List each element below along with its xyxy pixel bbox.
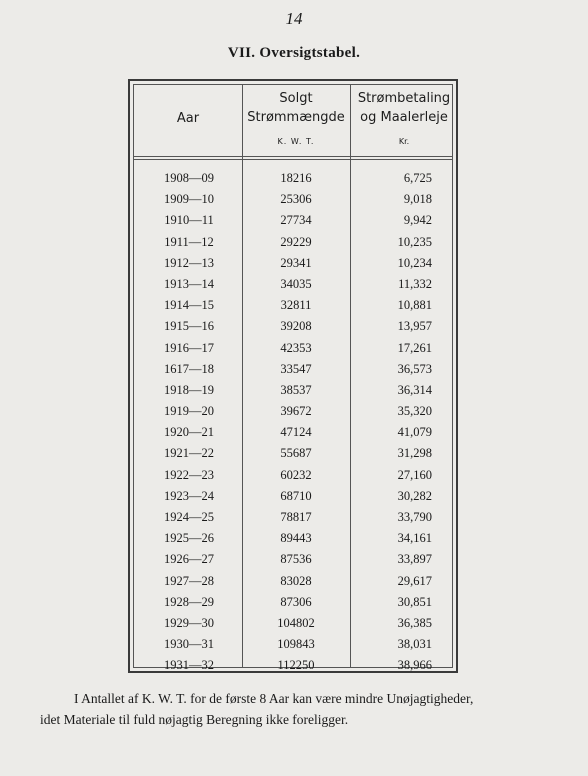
kwt-cell: 109843 bbox=[277, 637, 315, 652]
kr-cell: 36,314 bbox=[397, 382, 432, 397]
year-cell: 1912—13 bbox=[164, 255, 214, 270]
table-row bbox=[134, 274, 452, 295]
year-cell: 1908—09 bbox=[164, 171, 214, 185]
header-payment-line2: og Maalerleje bbox=[360, 110, 448, 125]
year-cell: 1909—10 bbox=[164, 192, 214, 207]
year-cell: 1913—14 bbox=[164, 276, 214, 291]
table-row bbox=[134, 295, 452, 316]
kwt-cell: 39672 bbox=[280, 404, 312, 419]
table-row bbox=[134, 253, 452, 274]
year-cell: 1914—15 bbox=[164, 298, 214, 313]
table-row bbox=[134, 316, 452, 337]
kr-cell: 11,332 bbox=[398, 276, 432, 291]
kwt-cell: 32811 bbox=[280, 298, 312, 313]
table-row bbox=[134, 338, 452, 359]
kwt-cell: 47124 bbox=[280, 425, 312, 440]
table-row bbox=[134, 465, 452, 486]
year-cell: 1918—19 bbox=[164, 382, 214, 397]
header-payment-unit: Kr. bbox=[398, 137, 410, 146]
kr-cell: 9,018 bbox=[403, 192, 432, 207]
kr-cell: 36,385 bbox=[397, 615, 432, 630]
kr-cell: 33,790 bbox=[397, 510, 432, 524]
table-body bbox=[134, 168, 452, 677]
kwt-cell: 78817 bbox=[280, 510, 312, 524]
table-inner-border bbox=[133, 84, 453, 673]
kr-cell: 10,235 bbox=[397, 234, 432, 249]
kwt-cell: 87306 bbox=[280, 594, 312, 609]
kwt-cell: 42353 bbox=[280, 340, 312, 355]
kr-cell: 36,573 bbox=[397, 361, 432, 376]
header-sold-line1: Solgt bbox=[279, 91, 313, 106]
kwt-cell: 34035 bbox=[280, 276, 312, 291]
kwt-cell: 38537 bbox=[280, 382, 312, 397]
footnote bbox=[40, 688, 552, 730]
kr-cell: 30,282 bbox=[397, 488, 432, 503]
year-cell: 1911—12 bbox=[164, 234, 214, 249]
kwt-cell: 68710 bbox=[280, 488, 312, 503]
kr-cell: 33,897 bbox=[397, 552, 432, 567]
table-row bbox=[134, 634, 452, 655]
year-cell: 1924—25 bbox=[164, 510, 214, 524]
year-cell: 1916—17 bbox=[164, 340, 214, 355]
table-row bbox=[134, 549, 452, 570]
kr-cell: 38,966 bbox=[397, 658, 432, 673]
table-row bbox=[134, 655, 452, 676]
page-number: 14 bbox=[285, 9, 303, 28]
kwt-cell: 18216 bbox=[280, 171, 312, 185]
year-cell: 1923—24 bbox=[164, 488, 214, 503]
year-cell: 1925—26 bbox=[164, 531, 214, 546]
overview-table bbox=[128, 79, 458, 673]
kwt-cell: 89443 bbox=[280, 531, 312, 546]
table-row bbox=[134, 232, 452, 253]
kwt-cell: 55687 bbox=[280, 446, 312, 461]
kwt-cell: 29341 bbox=[280, 255, 312, 270]
header-year: Aar bbox=[176, 111, 200, 126]
year-cell: 1920—21 bbox=[164, 425, 214, 440]
year-cell: 1927—28 bbox=[164, 573, 214, 588]
kr-cell: 27,160 bbox=[397, 467, 432, 482]
kr-cell: 29,617 bbox=[397, 573, 432, 588]
year-cell: 1919—20 bbox=[164, 404, 214, 419]
kwt-cell: 25306 bbox=[280, 192, 312, 207]
header-divider bbox=[134, 156, 452, 160]
table-row bbox=[134, 359, 452, 380]
table-row bbox=[134, 443, 452, 464]
kwt-cell: 112250 bbox=[277, 658, 315, 673]
year-cell: 1921—22 bbox=[164, 446, 214, 461]
table-row bbox=[134, 380, 452, 401]
kr-cell: 10,881 bbox=[397, 298, 432, 313]
kr-cell: 9,942 bbox=[403, 213, 432, 228]
header-payment-line1: Strømbetaling bbox=[357, 91, 451, 106]
kr-cell: 38,031 bbox=[397, 637, 432, 652]
kwt-cell: 60232 bbox=[280, 467, 312, 482]
kwt-cell: 104802 bbox=[277, 615, 315, 630]
year-cell: 1922—23 bbox=[164, 467, 214, 482]
table-row bbox=[134, 486, 452, 507]
table-row bbox=[134, 210, 452, 231]
kwt-cell: 83028 bbox=[280, 573, 312, 588]
header-sold-line2: Strømmængde bbox=[247, 110, 345, 125]
kr-cell: 34,161 bbox=[397, 531, 432, 546]
year-cell: 1931—32 bbox=[164, 658, 214, 673]
table-row bbox=[134, 401, 452, 422]
table-row bbox=[134, 189, 452, 210]
kr-cell: 31,298 bbox=[397, 446, 432, 461]
table-row bbox=[134, 422, 452, 443]
table-row bbox=[134, 571, 452, 592]
table-row bbox=[134, 528, 452, 549]
table-row bbox=[134, 168, 452, 189]
footnote-line2: idet Materiale til fuld nøjagtig Beregning ikke foreligger. bbox=[40, 712, 349, 727]
kr-cell: 30,851 bbox=[397, 594, 432, 609]
year-cell: 1930—31 bbox=[164, 637, 214, 652]
table-row bbox=[134, 613, 452, 634]
year-cell: 1929—30 bbox=[164, 615, 214, 630]
kwt-cell: 39208 bbox=[280, 319, 312, 334]
table-row bbox=[134, 592, 452, 613]
kwt-cell: 87536 bbox=[280, 552, 312, 567]
kr-cell: 41,079 bbox=[397, 425, 432, 440]
year-cell: 1926—27 bbox=[164, 552, 214, 567]
year-cell: 1910—11 bbox=[164, 213, 214, 228]
kwt-cell: 29229 bbox=[280, 234, 312, 249]
kwt-cell: 27734 bbox=[280, 213, 312, 228]
footnote-line1: I Antallet af K. W. T. for de første 8 Aar kan være mindre Unøjagtigheder, bbox=[74, 691, 474, 706]
kr-cell: 10,234 bbox=[397, 255, 432, 270]
year-cell: 1915—16 bbox=[164, 319, 214, 334]
kr-cell: 13,957 bbox=[397, 319, 432, 334]
kwt-cell: 33547 bbox=[280, 361, 312, 376]
kr-cell: 6,725 bbox=[403, 171, 432, 185]
header-sold-unit: K. W. T. bbox=[277, 137, 315, 146]
kr-cell: 17,261 bbox=[397, 340, 432, 355]
year-cell: 1617—18 bbox=[164, 361, 214, 376]
page-title: VII. Oversigtstabel. bbox=[227, 45, 361, 61]
kr-cell: 35,320 bbox=[397, 404, 432, 419]
year-cell: 1928—29 bbox=[164, 594, 214, 609]
table-row bbox=[134, 507, 452, 528]
